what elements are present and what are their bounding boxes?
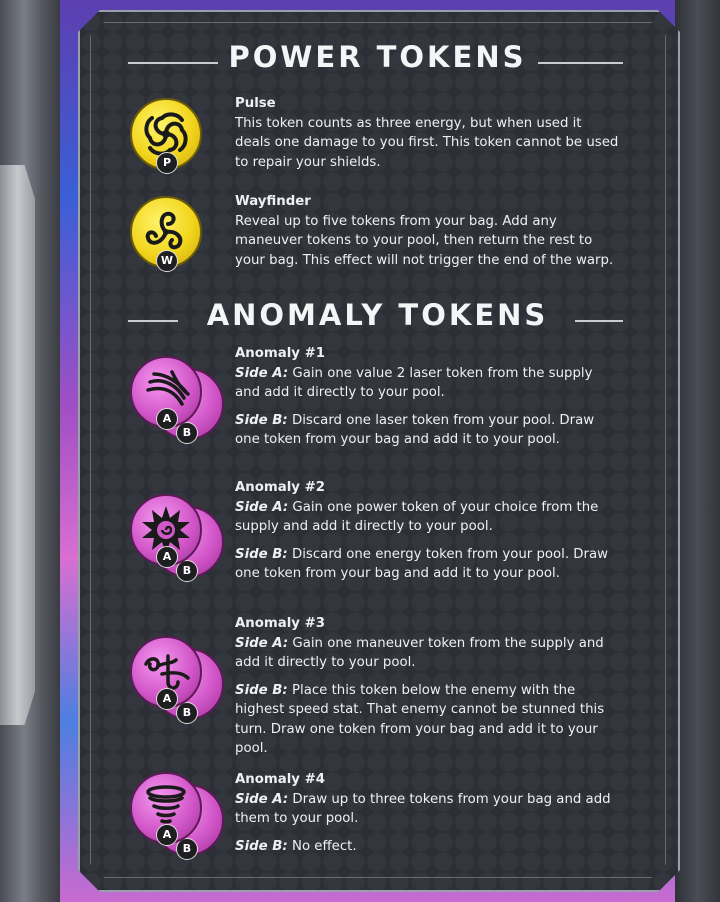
pulse-badge: P xyxy=(156,152,178,174)
wayfinder-title: Wayfinder xyxy=(235,194,311,209)
side-a-badge: A xyxy=(156,824,178,846)
anomaly-2-entry xyxy=(235,478,620,584)
anomaly-3-side-b: Place this token below the enemy with the highest speed stat. That enemy cannot be stunned this turn. Draw one token from your bag and add it to your pool. xyxy=(235,682,605,756)
anomaly-2-side-b: Discard one energy token from your pool. Draw one token from your bag and add it to your pool. xyxy=(235,546,609,581)
wayfinder-token xyxy=(130,196,202,268)
power-tokens-heading: POWER TOKENS xyxy=(228,40,527,74)
wayfinder-text: Reveal up to five tokens from your bag. Add any maneuver tokens to your pool, then return the rest to your bag. This effect will not trigger the end of the warp. xyxy=(235,213,614,268)
anomaly-4-token-side-a xyxy=(130,772,202,844)
wayfinder-badge: W xyxy=(156,250,178,272)
side-a-badge: A xyxy=(156,688,178,710)
side-b-label: Side B: xyxy=(235,546,288,562)
side-a-label: Side A: xyxy=(235,499,289,515)
anomaly-1-token-side-a xyxy=(130,356,202,428)
side-b-label: Side B: xyxy=(235,838,288,854)
side-b-badge: B xyxy=(176,702,198,724)
anomaly-3-side-a: Gain one maneuver token from the supply and add it directly to your pool. xyxy=(235,635,604,670)
right-frame xyxy=(675,0,720,902)
anomaly-1-entry xyxy=(235,344,620,450)
pulse-entry xyxy=(235,94,620,172)
anomaly-1-side-a: Gain one value 2 laser token from the supply and add it directly to your pool. xyxy=(235,365,593,400)
side-a-badge: A xyxy=(156,408,178,430)
anomaly-3-title: Anomaly #3 xyxy=(235,616,325,631)
anomaly-tokens-heading: ANOMALY TOKENS xyxy=(206,298,549,332)
pulse-title: Pulse xyxy=(235,96,276,111)
side-b-badge: B xyxy=(176,422,198,444)
anomaly-1-title: Anomaly #1 xyxy=(235,346,325,361)
side-b-badge: B xyxy=(176,838,198,860)
pulse-text: This token counts as three energy, but when used it deals one damage to you first. This token cannot be used to repair your shields. xyxy=(235,115,619,170)
anomaly-4-side-a: Draw up to three tokens from your bag and add them to your pool. xyxy=(235,791,611,826)
pulse-token xyxy=(130,98,202,170)
side-a-label: Side A: xyxy=(235,365,289,381)
side-b-badge: B xyxy=(176,560,198,582)
anomaly-4-entry xyxy=(235,770,620,856)
anomaly-2-token-side-a xyxy=(130,494,202,566)
side-a-label: Side A: xyxy=(235,791,289,807)
side-a-label: Side A: xyxy=(235,635,289,651)
anomaly-2-title: Anomaly #2 xyxy=(235,480,325,495)
side-a-badge: A xyxy=(156,546,178,568)
anomaly-2-side-a: Gain one power token of your choice from the supply and add it directly to your pool. xyxy=(235,499,599,534)
anomaly-4-title: Anomaly #4 xyxy=(235,772,325,787)
side-b-label: Side B: xyxy=(235,682,288,698)
left-frame-plate xyxy=(0,165,35,725)
anomaly-3-token-side-a xyxy=(130,636,202,708)
anomaly-4-side-b: No effect. xyxy=(292,838,357,854)
anomaly-3-entry xyxy=(235,614,620,759)
anomaly-1-side-b: Discard one laser token from your pool. Draw one token from your bag and add it to your pool. xyxy=(235,412,595,447)
wayfinder-entry xyxy=(235,192,620,270)
side-b-label: Side B: xyxy=(235,412,288,428)
